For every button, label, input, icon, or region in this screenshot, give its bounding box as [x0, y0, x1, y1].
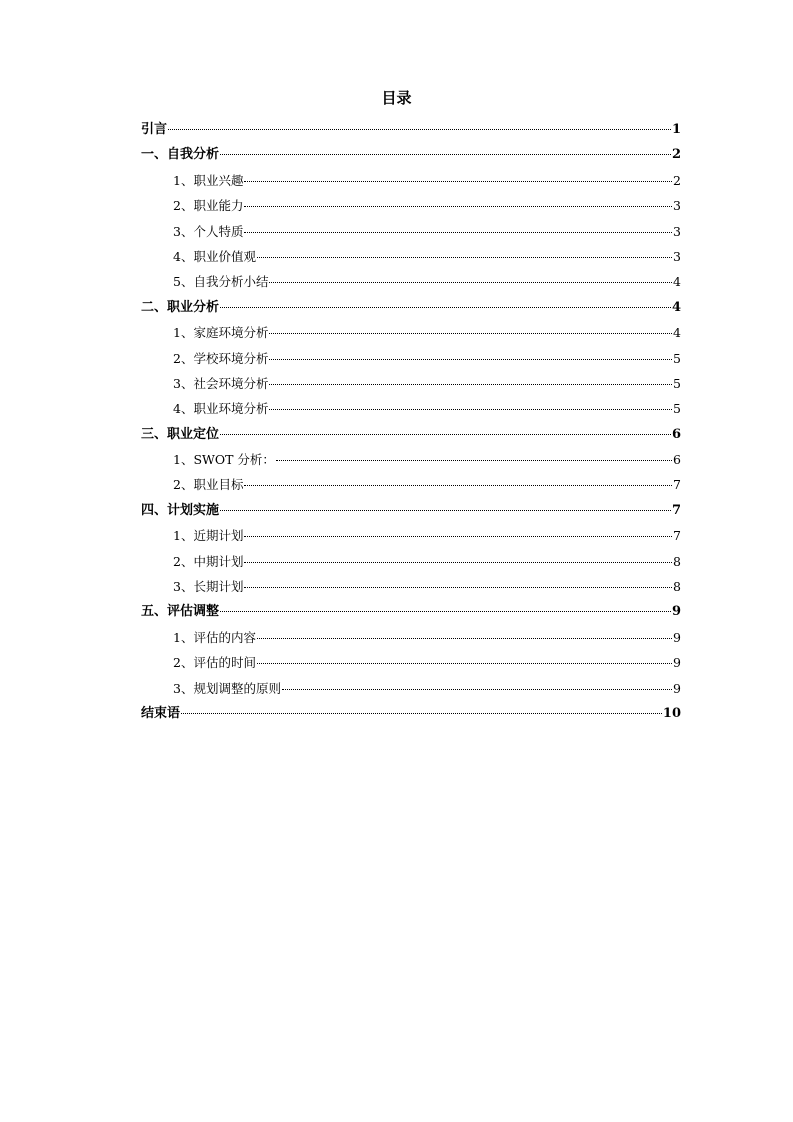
toc-entry[interactable]: [141, 168, 681, 193]
toc-entry-label: 1、职业兴趣: [173, 172, 244, 188]
toc-entry-label: 2、职业能力: [173, 198, 244, 214]
toc-entry-label: 4、职业价值观: [173, 248, 256, 264]
toc-dot-leader: [244, 231, 672, 233]
toc-entry[interactable]: [141, 472, 681, 497]
toc-entry[interactable]: [141, 117, 681, 142]
toc-dot-leader: [276, 459, 672, 461]
toc-entry-label: 1、评估的内容: [173, 629, 256, 645]
toc-dot-leader: [220, 153, 671, 155]
toc-dot-leader: [220, 433, 671, 435]
toc-dot-leader: [244, 535, 672, 537]
toc-entry[interactable]: [141, 523, 681, 548]
toc-entry-page-number: 9: [673, 680, 681, 696]
toc-dot-leader: [269, 332, 672, 334]
toc-dot-leader: [257, 637, 672, 639]
toc-entry[interactable]: [141, 269, 681, 294]
toc-entry-label: 1、SWOT 分析：: [173, 452, 275, 468]
toc-entry-page-number: 3: [673, 223, 681, 239]
toc-entry-page-number: 2: [673, 172, 681, 188]
toc-entry[interactable]: [141, 498, 681, 523]
toc-entry-label: 3、社会环境分析: [173, 375, 269, 391]
toc-dot-leader: [220, 306, 671, 308]
toc-entry[interactable]: [141, 193, 681, 218]
toc-dot-leader: [244, 586, 672, 588]
toc-dot-leader: [244, 561, 672, 563]
toc-entry-label: 1、家庭环境分析: [173, 325, 269, 341]
toc-entry[interactable]: [141, 574, 681, 599]
toc-entry-label: 3、长期计划: [173, 579, 244, 595]
toc-entry-page-number: 10: [662, 705, 681, 721]
toc-entry-label: 三、职业定位: [141, 426, 220, 442]
toc-entry-page-number: 9: [673, 629, 681, 645]
toc-entry-label: 1、近期计划: [173, 528, 244, 544]
toc-entry[interactable]: [141, 599, 681, 624]
toc-dot-leader: [244, 180, 672, 182]
toc-entry-label: 五、评估调整: [141, 604, 220, 620]
toc-dot-leader: [269, 358, 672, 360]
toc-entry-page-number: 6: [673, 452, 681, 468]
toc-entry[interactable]: [141, 549, 681, 574]
toc-entry-page-number: 6: [671, 426, 681, 442]
toc-dot-leader: [168, 128, 671, 130]
toc-dot-leader: [244, 484, 672, 486]
toc-entry-page-number: 5: [673, 350, 681, 366]
toc-dot-leader: [244, 205, 672, 207]
toc-dot-leader: [257, 662, 672, 664]
toc-entry[interactable]: [141, 676, 681, 701]
toc-entry[interactable]: [141, 346, 681, 371]
toc-entry-label: 四、计划实施: [141, 502, 220, 518]
toc-dot-leader: [282, 688, 672, 690]
toc-entry-label: 结束语: [141, 705, 181, 721]
toc-entry-page-number: 9: [673, 655, 681, 671]
toc-entry-label: 4、职业环境分析: [173, 401, 269, 417]
toc-dot-leader: [220, 610, 671, 612]
toc-entry-label: 引言: [141, 122, 168, 137]
toc-entry[interactable]: [141, 320, 681, 345]
toc-entry[interactable]: [141, 625, 681, 650]
toc-entry-label: 2、评估的时间: [173, 655, 256, 671]
toc-entry-label: 3、规划调整的原则: [173, 680, 281, 696]
toc-title: 目录: [381, 89, 412, 107]
toc-entry-label: 3、个人特质: [173, 223, 244, 239]
toc-entry-label: 2、学校环境分析: [173, 350, 269, 366]
toc-entry-page-number: 7: [673, 528, 681, 544]
toc-entry-page-number: 3: [673, 248, 681, 264]
toc-entry-page-number: 5: [673, 401, 681, 417]
toc-entry-page-number: 7: [673, 477, 681, 493]
toc-dot-leader: [257, 256, 672, 258]
toc-dot-leader: [269, 383, 672, 385]
toc-entry[interactable]: [141, 422, 681, 447]
toc-entry-label: 2、中期计划: [173, 553, 244, 569]
toc-entry[interactable]: [141, 244, 681, 269]
toc-dot-leader: [181, 712, 662, 714]
toc-entry-label: 二、职业分析: [141, 299, 220, 315]
toc-dot-leader: [269, 281, 672, 283]
toc-entry[interactable]: [141, 447, 681, 472]
toc-entry-page-number: 8: [673, 579, 681, 595]
toc-entry-page-number: 4: [673, 274, 681, 290]
toc-entry-page-number: 5: [673, 375, 681, 391]
toc-entry[interactable]: [141, 371, 681, 396]
table-of-contents: [141, 117, 681, 726]
toc-entry-page-number: 8: [673, 553, 681, 569]
toc-entry[interactable]: [141, 396, 681, 421]
toc-entry-page-number: 2: [671, 147, 681, 163]
toc-entry-label: 2、职业目标: [173, 477, 244, 493]
toc-dot-leader: [269, 408, 672, 410]
toc-dot-leader: [220, 509, 671, 511]
toc-entry[interactable]: [141, 701, 681, 726]
toc-entry[interactable]: [141, 650, 681, 675]
toc-entry-page-number: 4: [673, 325, 681, 341]
toc-entry-page-number: 7: [671, 502, 681, 518]
toc-entry-label: 一、自我分析: [141, 147, 220, 163]
toc-entry-page-number: 9: [671, 604, 681, 620]
toc-entry[interactable]: [141, 295, 681, 320]
toc-entry-label: 5、自我分析小结: [173, 274, 269, 290]
toc-entry-page-number: 3: [673, 198, 681, 214]
toc-entry-page-number: 4: [671, 299, 681, 315]
toc-entry[interactable]: [141, 142, 681, 167]
toc-entry-page-number: 1: [671, 122, 681, 137]
toc-entry[interactable]: [141, 219, 681, 244]
